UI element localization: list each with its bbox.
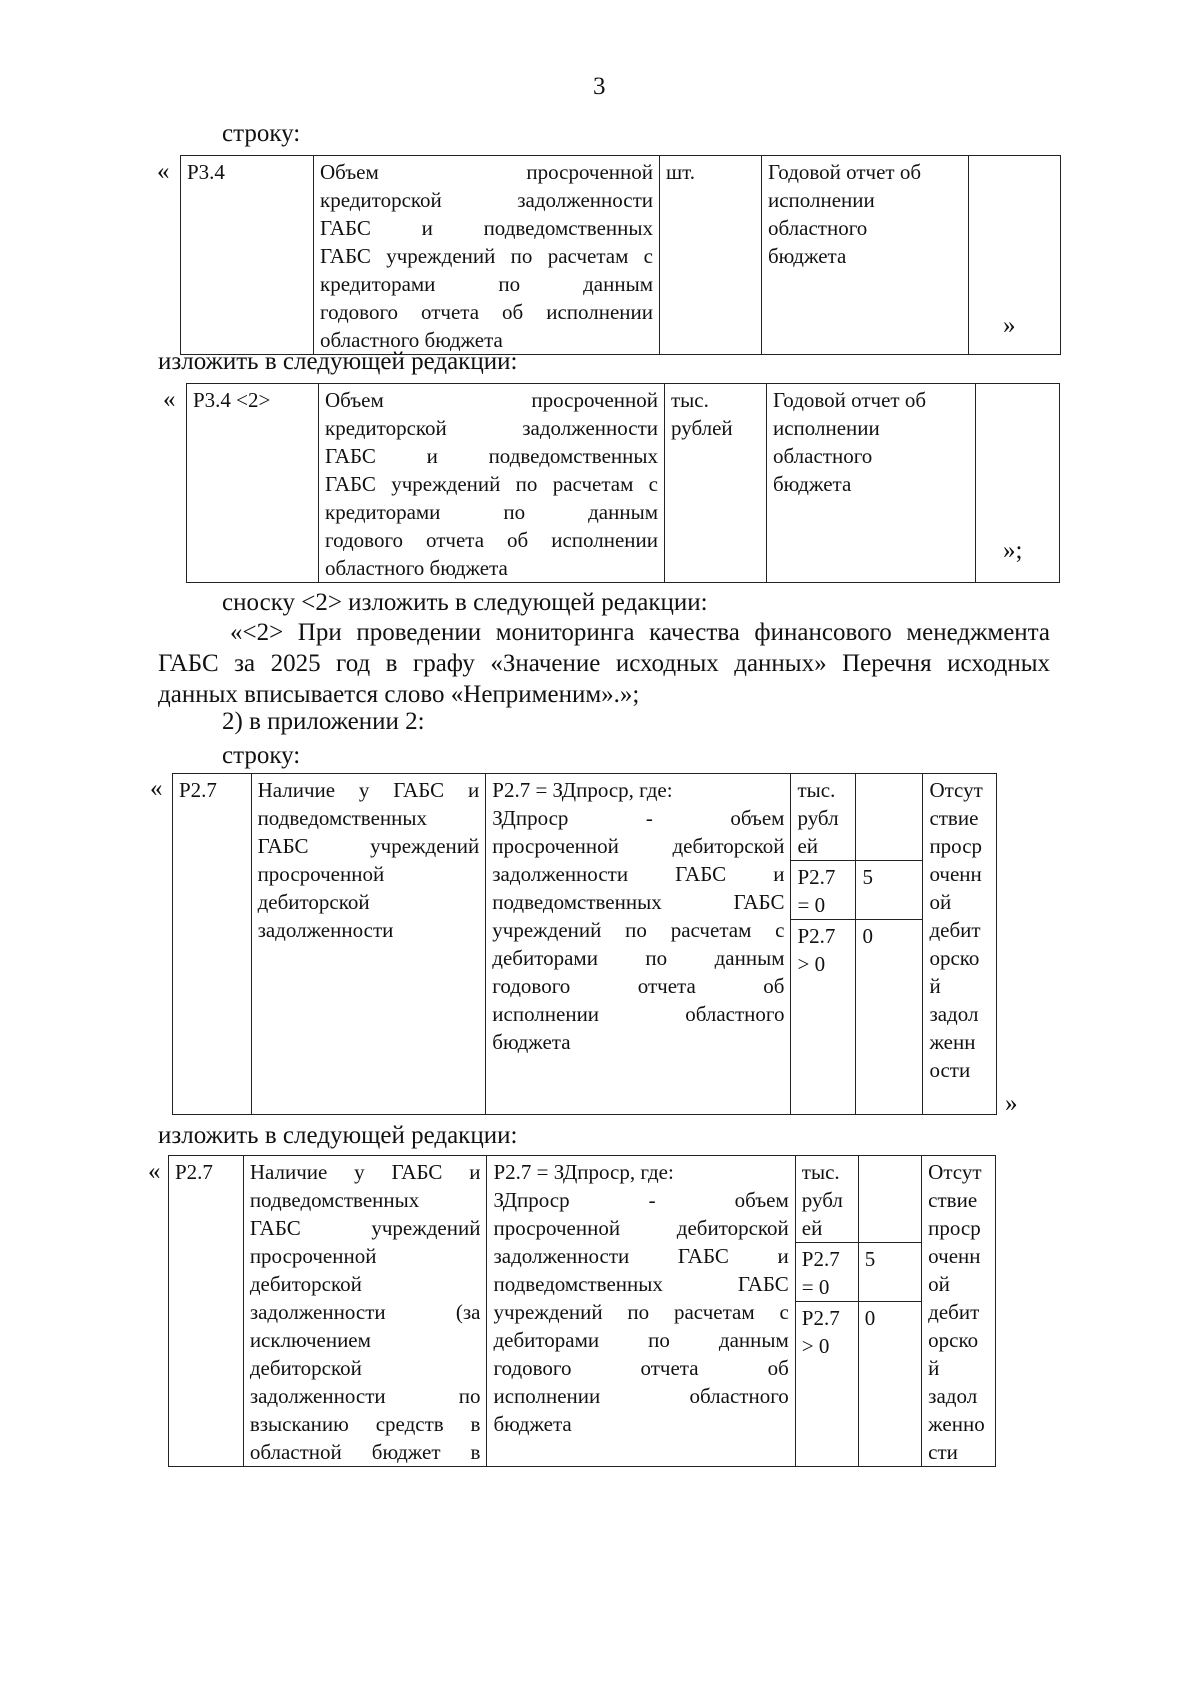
open-quote-4: «: [148, 1158, 161, 1185]
open-quote-3: «: [150, 775, 163, 802]
t3-score-1: 5: [856, 861, 922, 920]
t3-unit: тыс. рубл ей: [797, 778, 839, 858]
t1-unit: шт.: [660, 156, 762, 355]
table-4: [168, 1155, 996, 1467]
open-quote-2: «: [163, 386, 176, 413]
t4-score-2: 0: [858, 1302, 921, 1467]
t1-name: Объем просроченной кредиторской задолженности ГАБС и подведомственных ГАБС учреждений по расчетам с кредиторами по данным годового отчета об исполнении областного бюджета: [314, 156, 660, 355]
close-quote-2: »;: [1003, 537, 1023, 564]
table-1: [180, 155, 1061, 355]
item-2: 2) в приложении 2:: [222, 708, 425, 735]
intro-line-2: строку:: [222, 742, 301, 769]
close-quote-3: »: [1005, 1090, 1018, 1117]
t3-cond-2: Р2.7 > 0: [791, 920, 856, 1115]
t2-name: Объем просроченной кредиторской задолженности ГАБС и подведомственных ГАБС учреждений по расчетам с кредиторами по данным годового отчета об исполнении областного бюджета: [319, 384, 665, 583]
t3-score-2: 0: [856, 920, 922, 1115]
close-quote-1: »: [1003, 312, 1016, 339]
t4-cond-2: Р2.7 > 0: [796, 1302, 859, 1467]
table-3: [172, 773, 997, 1115]
footnote-intro: сноску <2> изложить в следующей редакции:: [222, 589, 708, 616]
t1-source: Годовой отчет об исполнении областного бюджета: [762, 156, 969, 355]
intro-line-1: строку:: [222, 120, 301, 147]
t4-scoring: [795, 1156, 921, 1467]
replace-line-2: изложить в следующей редакции:: [158, 1122, 518, 1149]
t3-formula: Р2.7 = ЗДпроср, где: ЗДпроср - объем просроченной дебиторской задолженности ГАБС и подведомственных ГАБС учреждений по расчетам с дебиторами по данным годового отчета об исполнении областного бюджета: [486, 774, 791, 1115]
t4-name: Наличие у ГАБС и подведомственных ГАБС учреждений просроченной дебиторской задолженности (за исключением дебиторской задолженности по взысканию средств в областной бюджет в: [243, 1156, 487, 1467]
t3-cond-1: Р2.7 = 0: [791, 861, 856, 920]
t4-unit: тыс. рубл ей: [801, 1160, 843, 1240]
t3-name: Наличие у ГАБС и подведомственных ГАБС учреждений просроченной дебиторской задолженности: [251, 774, 486, 1115]
table-2: [186, 383, 1060, 583]
replace-line-1: изложить в следующей редакции:: [158, 348, 518, 375]
t4-formula: Р2.7 = ЗДпроср, где: ЗДпроср - объем просроченной дебиторской задолженности ГАБС и подведомственных ГАБС учреждений по расчетам с дебиторами по данным годового отчета об исполнении областного бюджета: [487, 1156, 795, 1467]
t2-code: Р3.4 <2>: [187, 384, 319, 583]
t1-code: Р3.4: [181, 156, 314, 355]
page-number: 3: [593, 73, 606, 100]
t2-unit: тыс. рублей: [665, 384, 767, 583]
t4-goal: Отсут ствие проср оченн ой дебит орско й задол женно сти: [922, 1156, 996, 1467]
t3-scoring: [791, 774, 923, 1115]
t4-code: Р2.7: [169, 1156, 244, 1467]
t2-source: Годовой отчет об исполнении областного бюджета: [767, 384, 976, 583]
t4-score-1: 5: [858, 1243, 921, 1302]
open-quote-1: «: [157, 158, 170, 185]
t3-goal: Отсут ствие проср оченн ой дебит орско й задол женн ости: [923, 774, 997, 1115]
t4-cond-1: Р2.7 = 0: [796, 1243, 859, 1302]
t3-code: Р2.7: [173, 774, 252, 1115]
footnote-text: «<2> При проведении мониторинга качества финансового менеджмента ГАБС за 2025 год в графу «Значение исходных данных» Перечня исходных данных вписывается слово «Неприменим».»;: [158, 619, 1050, 708]
